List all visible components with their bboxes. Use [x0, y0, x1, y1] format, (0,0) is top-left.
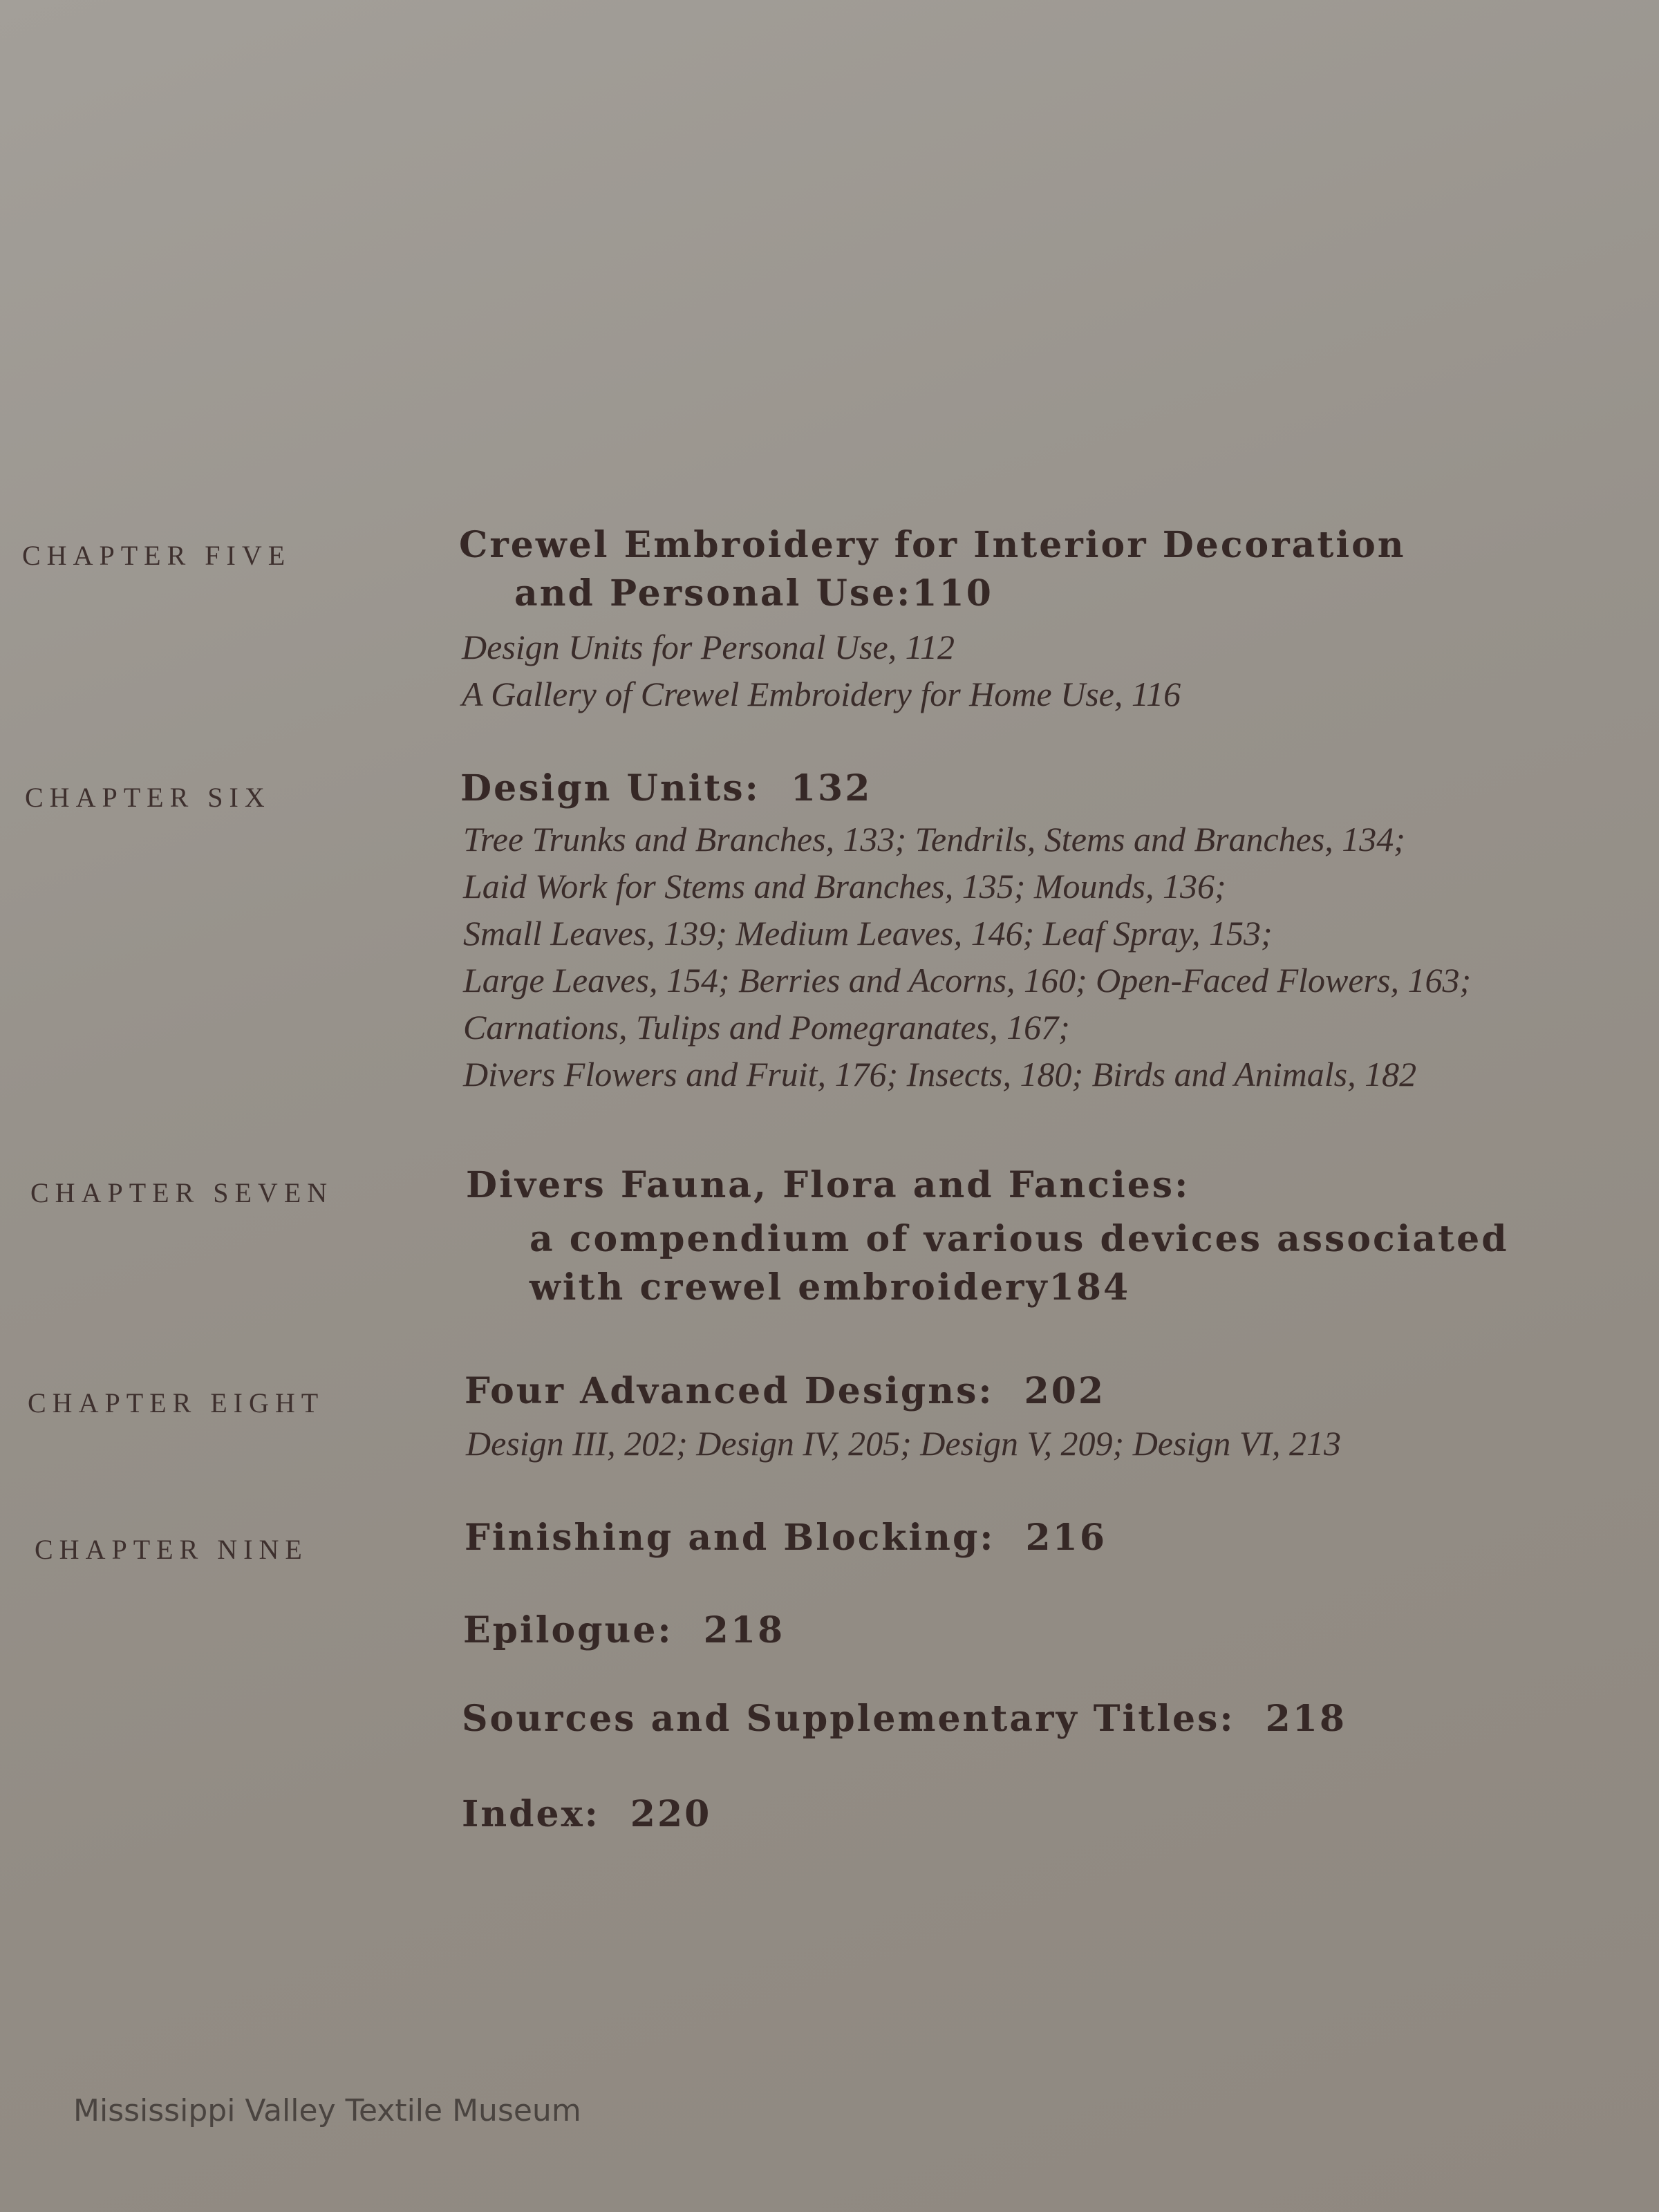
chapter-six-title-text: Design Units: [460, 767, 760, 809]
chapter-six-title [460, 765, 872, 813]
epilogue-title: Epilogue: [463, 1609, 673, 1651]
watermark: Mississippi Valley Textile Museum [73, 2093, 581, 2128]
epilogue-page: 218 [703, 1609, 785, 1651]
chapter-five-page: 110 [912, 572, 993, 615]
chapter-seven-title-line1: Divers Fauna, Flora and Fancies: [466, 1164, 1190, 1206]
chapter-six-page: 132 [790, 767, 872, 809]
chapter-seven-title-cont [529, 1264, 1130, 1312]
chapter-six-entry-1: Tree Trunks and Branches, 133; Tendrils, Stems and Branches, 134; [463, 820, 1405, 859]
chapter-five-entry-2: A Gallery of Crewel Embroidery for Home Use, 116 [462, 675, 1181, 713]
chapter-six-entry-6: Divers Flowers and Fruit, 176; Insects, 180; Birds and Animals, 182 [463, 1055, 1417, 1094]
chapter-five-entry-1: Design Units for Personal Use, 112 [462, 628, 955, 666]
chapter-eight-title [465, 1367, 1105, 1416]
chapter-eight-entry-1: Design III, 202; Design IV, 205; Design V, 209; Design VI, 213 [466, 1424, 1342, 1463]
chapter-nine-title [465, 1514, 1107, 1562]
chapter-six-entry-4: Large Leaves, 154; Berries and Acorns, 160; Open-Faced Flowers, 163; [463, 961, 1472, 1000]
chapter-nine-page: 216 [1025, 1517, 1107, 1559]
chapter-seven-title-line3: with crewel embroidery [529, 1266, 1049, 1309]
chapter-five-title-cont [514, 570, 993, 618]
chapter-five-title-line1: Crewel Embroidery for Interior Decoration [459, 524, 1406, 566]
sources-page: 218 [1265, 1698, 1347, 1740]
sources-title: Sources and Supplementary Titles: [462, 1698, 1235, 1740]
chapter-seven-label: CHAPTER SEVEN [30, 1177, 334, 1208]
chapter-six-label: CHAPTER SIX [25, 782, 271, 813]
chapter-eight-title-text: Four Advanced Designs: [465, 1370, 994, 1412]
chapter-five-title [459, 521, 1406, 570]
chapter-six-entry-5: Carnations, Tulips and Pomegranates, 167; [463, 1008, 1070, 1047]
chapter-eight-label: CHAPTER EIGHT [28, 1387, 325, 1418]
chapter-seven-title-line2: a compendium of various devices associated [529, 1218, 1509, 1260]
chapter-six-entry-3: Small Leaves, 139; Medium Leaves, 146; Leaf Spray, 153; [463, 914, 1273, 953]
chapter-five-title-line2: and Personal Use: [514, 572, 912, 615]
index-title: Index: [462, 1793, 600, 1835]
index-entry [462, 1790, 711, 1839]
chapter-nine-label: CHAPTER NINE [35, 1534, 308, 1565]
chapter-seven-page: 184 [1049, 1266, 1131, 1309]
chapter-eight-page: 202 [1024, 1370, 1106, 1412]
chapter-six-entry-2: Laid Work for Stems and Branches, 135; Mounds, 136; [463, 867, 1226, 906]
chapter-nine-title-text: Finishing and Blocking: [465, 1517, 995, 1559]
chapter-seven-title [466, 1161, 1190, 1210]
sources-entry [462, 1695, 1347, 1743]
epilogue-entry [463, 1606, 785, 1655]
index-page: 220 [630, 1793, 712, 1835]
chapter-five-label: CHAPTER FIVE [22, 540, 292, 571]
